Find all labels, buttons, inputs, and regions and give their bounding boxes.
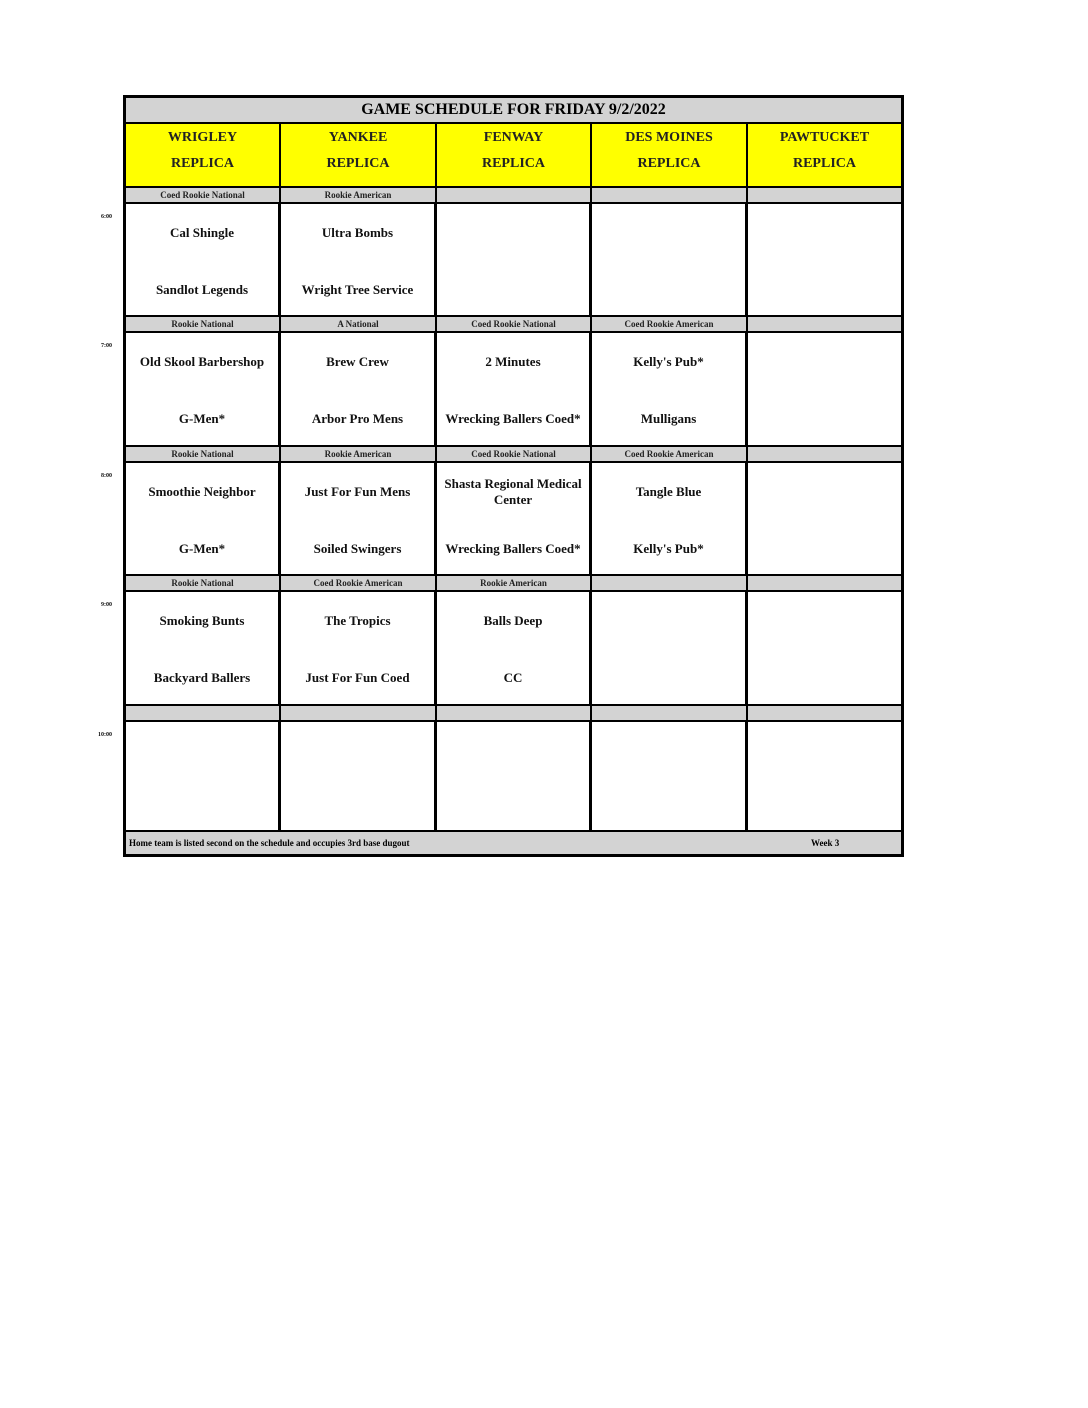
division-label: Rookie National bbox=[126, 317, 281, 331]
division-row bbox=[126, 574, 901, 592]
home-team: Wrecking Ballers Coed* bbox=[445, 541, 581, 556]
game-cell bbox=[592, 463, 748, 575]
away-team: Ultra Bombs bbox=[321, 225, 394, 240]
away-team: Shasta Regional Medical Center bbox=[444, 476, 582, 507]
division-label bbox=[748, 317, 901, 331]
game-cell bbox=[592, 333, 748, 445]
away-team: Smoothie Neighbor bbox=[148, 484, 256, 499]
game-cell bbox=[748, 333, 901, 445]
week-label: Week 3 bbox=[811, 838, 840, 848]
field-type: REPLICA bbox=[637, 156, 701, 171]
home-team bbox=[439, 788, 587, 828]
home-team: Sandlot Legends bbox=[155, 282, 249, 297]
away-team bbox=[283, 731, 432, 771]
field-type: REPLICA bbox=[792, 156, 856, 171]
field-name: PAWTUCKET bbox=[779, 130, 870, 145]
game-cell bbox=[437, 592, 592, 704]
home-team: CC bbox=[503, 670, 523, 685]
division-label bbox=[126, 706, 281, 720]
division-row bbox=[126, 704, 901, 722]
division-label bbox=[592, 706, 748, 720]
time-label: 10:00 bbox=[98, 732, 112, 738]
field-type: REPLICA bbox=[170, 156, 234, 171]
field-name: YANKEE bbox=[328, 130, 388, 145]
home-team bbox=[750, 399, 899, 439]
home-team bbox=[750, 270, 899, 310]
away-team bbox=[750, 213, 899, 253]
schedule-title: GAME SCHEDULE FOR FRIDAY 9/2/2022 bbox=[126, 98, 901, 124]
away-team bbox=[750, 731, 899, 771]
home-team bbox=[128, 788, 276, 828]
game-cell bbox=[437, 722, 592, 834]
division-label: Coed Rookie National bbox=[437, 447, 592, 461]
field-type: REPLICA bbox=[481, 156, 545, 171]
away-team bbox=[439, 213, 587, 253]
home-team bbox=[283, 788, 432, 828]
division-label bbox=[592, 188, 748, 202]
division-row bbox=[126, 186, 901, 204]
home-team bbox=[439, 270, 587, 310]
game-cell bbox=[437, 204, 592, 316]
away-team: Brew Crew bbox=[326, 354, 389, 369]
away-team bbox=[750, 342, 899, 382]
game-row bbox=[126, 333, 901, 445]
home-team: Backyard Ballers bbox=[153, 670, 251, 685]
home-team bbox=[750, 658, 899, 698]
footer-note: Home team is listed second on the schedule and occupies 3rd base dugout bbox=[129, 838, 410, 848]
game-cell bbox=[126, 204, 281, 316]
division-label: Rookie American bbox=[281, 188, 437, 202]
game-cell bbox=[281, 204, 437, 316]
division-label: Coed Rookie National bbox=[126, 188, 281, 202]
division-label: Coed Rookie National bbox=[437, 317, 592, 331]
game-cell bbox=[126, 722, 281, 834]
home-team: G-Men* bbox=[178, 541, 226, 556]
away-team: Cal Shingle bbox=[170, 225, 234, 240]
footer-bar bbox=[126, 830, 901, 854]
division-label bbox=[592, 576, 748, 590]
home-team: Arbor Pro Mens bbox=[311, 411, 404, 426]
away-team: Smoking Bunts bbox=[159, 613, 245, 628]
time-label: 6:00 bbox=[101, 214, 112, 220]
field-name: FENWAY bbox=[483, 130, 544, 145]
away-team: Just For Fun Mens bbox=[304, 484, 411, 499]
home-team: G-Men* bbox=[178, 411, 226, 426]
game-row bbox=[126, 722, 901, 834]
field-type: REPLICA bbox=[326, 156, 390, 171]
home-team bbox=[594, 658, 743, 698]
away-team: Balls Deep bbox=[483, 613, 543, 628]
game-cell bbox=[592, 722, 748, 834]
field-header-fenway bbox=[437, 124, 592, 186]
game-cell bbox=[126, 333, 281, 445]
division-label bbox=[437, 188, 592, 202]
division-label: A National bbox=[281, 317, 437, 331]
game-cell bbox=[281, 722, 437, 834]
home-team bbox=[750, 529, 899, 569]
home-team: Kelly's Pub* bbox=[633, 541, 704, 556]
home-team bbox=[594, 270, 743, 310]
division-label bbox=[748, 447, 901, 461]
game-cell bbox=[592, 204, 748, 316]
game-cell bbox=[126, 592, 281, 704]
away-team bbox=[750, 601, 899, 641]
game-cell bbox=[748, 463, 901, 575]
away-team bbox=[594, 601, 743, 641]
division-label bbox=[748, 188, 901, 202]
away-team bbox=[128, 731, 276, 771]
game-row bbox=[126, 592, 901, 704]
home-team: Just For Fun Coed bbox=[305, 670, 410, 685]
away-team: Tangle Blue bbox=[635, 484, 702, 499]
division-label: Rookie American bbox=[281, 447, 437, 461]
away-team bbox=[594, 731, 743, 771]
game-cell bbox=[281, 333, 437, 445]
home-team: Wright Tree Service bbox=[301, 282, 414, 297]
division-label: Coed Rookie American bbox=[592, 317, 748, 331]
field-header-des-moines bbox=[592, 124, 748, 186]
away-team bbox=[594, 213, 743, 253]
game-cell bbox=[748, 204, 901, 316]
home-team: Wrecking Ballers Coed* bbox=[445, 411, 581, 426]
division-label bbox=[748, 576, 901, 590]
home-team: Mulligans bbox=[640, 411, 697, 426]
time-label: 9:00 bbox=[101, 602, 112, 608]
game-cell bbox=[748, 592, 901, 704]
division-label bbox=[748, 706, 901, 720]
time-label: 7:00 bbox=[101, 343, 112, 349]
division-label bbox=[437, 706, 592, 720]
game-row bbox=[126, 204, 901, 316]
game-cell bbox=[748, 722, 901, 834]
division-label: Rookie National bbox=[126, 576, 281, 590]
division-label bbox=[281, 706, 437, 720]
division-row bbox=[126, 445, 901, 463]
division-label: Coed Rookie American bbox=[281, 576, 437, 590]
away-team: The Tropics bbox=[324, 613, 391, 628]
field-header-pawtucket bbox=[748, 124, 901, 186]
game-cell bbox=[281, 592, 437, 704]
field-header-yankee bbox=[281, 124, 437, 186]
game-cell bbox=[437, 463, 592, 575]
away-team: 2 Minutes bbox=[485, 354, 541, 369]
away-team: Old Skool Barbershop bbox=[139, 354, 265, 369]
field-name: DES MOINES bbox=[625, 130, 713, 145]
away-team bbox=[439, 731, 587, 771]
away-team bbox=[750, 472, 899, 512]
field-name: WRIGLEY bbox=[167, 130, 238, 145]
game-cell bbox=[592, 592, 748, 704]
game-cell bbox=[281, 463, 437, 575]
home-team: Soiled Swingers bbox=[313, 541, 402, 556]
game-row bbox=[126, 463, 901, 575]
away-team: Kelly's Pub* bbox=[633, 354, 704, 369]
division-label: Rookie National bbox=[126, 447, 281, 461]
home-team bbox=[594, 788, 743, 828]
home-team bbox=[750, 788, 899, 828]
time-label: 8:00 bbox=[101, 473, 112, 479]
division-label: Coed Rookie American bbox=[592, 447, 748, 461]
game-cell bbox=[126, 463, 281, 575]
schedule-sheet bbox=[123, 95, 904, 857]
field-header-wrigley bbox=[126, 124, 281, 186]
game-cell bbox=[437, 333, 592, 445]
division-row bbox=[126, 315, 901, 333]
division-label: Rookie American bbox=[437, 576, 592, 590]
